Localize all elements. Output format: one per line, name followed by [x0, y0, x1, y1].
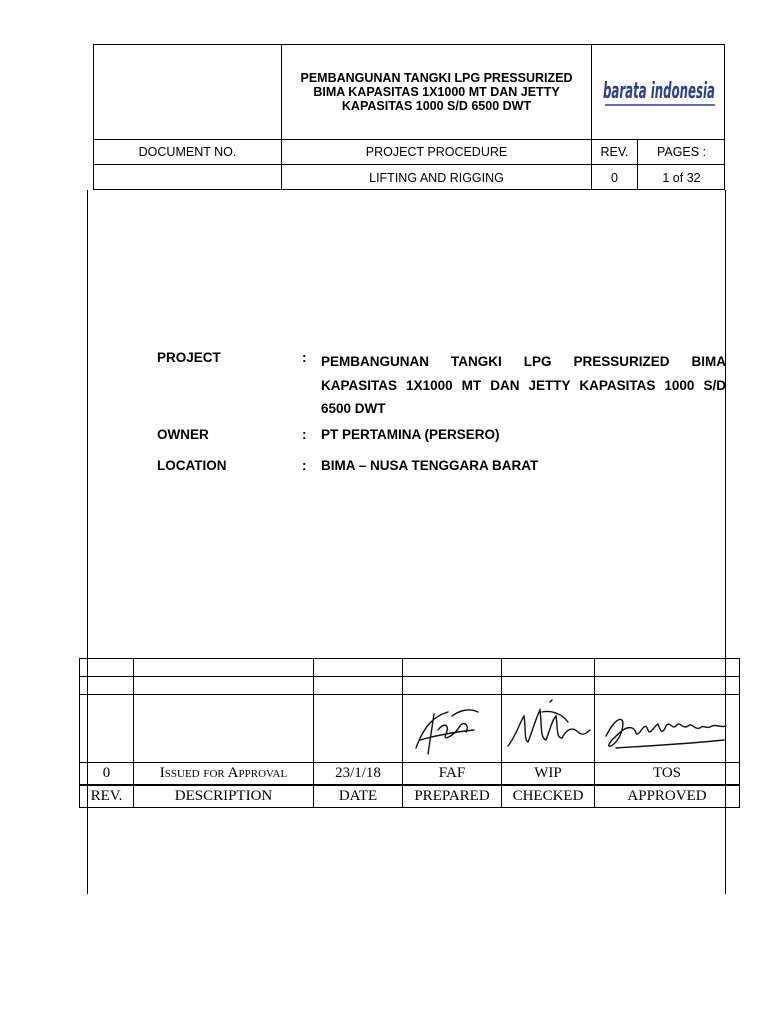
row-rev: 0 — [102, 765, 111, 781]
pages-value: 1 of 32 — [662, 170, 701, 185]
doc-type: PROJECT PROCEDURE — [365, 145, 508, 159]
document-no-value — [94, 165, 281, 190]
separator: : — [302, 350, 307, 365]
project-value-line: PEMBANGUNAN TANGKI LPG PRESSURIZED BIMA — [321, 354, 726, 369]
col-header-approved: APPROVED — [627, 788, 707, 804]
col-header-prepared: PREPARED — [414, 788, 490, 804]
separator: : — [302, 458, 307, 473]
owner-label: OWNER — [157, 427, 209, 442]
project-value-line: KAPASITAS 1X1000 MT DAN JETTY KAPASITAS 1000 S/D — [321, 377, 726, 393]
col-header-rev: REV. — [90, 788, 123, 804]
project-title — [282, 44, 591, 139]
col-header-description: DESCRIPTION — [174, 788, 273, 804]
signature-approved-icon — [596, 696, 738, 760]
row-checked: WIP — [534, 765, 562, 781]
rev-value: 0 — [611, 170, 618, 185]
table-line — [79, 694, 740, 695]
location-label: LOCATION — [157, 458, 227, 473]
table-line — [79, 807, 740, 808]
owner-value: PT PERTAMINA (PERSERO) — [321, 427, 500, 442]
separator: : — [302, 427, 307, 442]
signature-checked-icon — [502, 696, 594, 760]
svg-text:barata indonesia: barata indonesia — [602, 77, 715, 104]
signature-prepared-icon — [404, 696, 500, 760]
document-no-label: DOCUMENT NO. — [138, 145, 237, 159]
rev-label: REV. — [600, 145, 629, 159]
project-value-line: 6500 DWT — [321, 401, 386, 416]
col-header-date: DATE — [338, 788, 378, 804]
row-approved: TOS — [652, 765, 682, 781]
project-value — [321, 350, 726, 421]
row-description: Issued for Approval — [159, 765, 288, 781]
project-label: PROJECT — [157, 350, 221, 365]
project-title-line: KAPASITAS 1000 S/D 6500 DWT — [341, 98, 532, 113]
company-logo — [592, 44, 725, 139]
table-line — [739, 658, 740, 808]
col-header-checked: CHECKED — [512, 788, 584, 804]
row-prepared: FAF — [438, 765, 466, 781]
barata-logo-icon — [599, 72, 719, 112]
location-value: BIMA – NUSA TENGGARA BARAT — [321, 458, 539, 473]
project-title-line: BIMA KAPASITAS 1X1000 MT DAN JETTY — [313, 84, 560, 99]
doc-title: LIFTING AND RIGGING — [369, 170, 504, 185]
row-date: 23/1/18 — [335, 765, 381, 781]
pages-label: PAGES : — [656, 145, 707, 159]
table-line — [79, 658, 740, 659]
table-line — [79, 676, 740, 677]
project-title-line: PEMBANGUNAN TANGKI LPG PRESSURIZED — [300, 70, 573, 85]
